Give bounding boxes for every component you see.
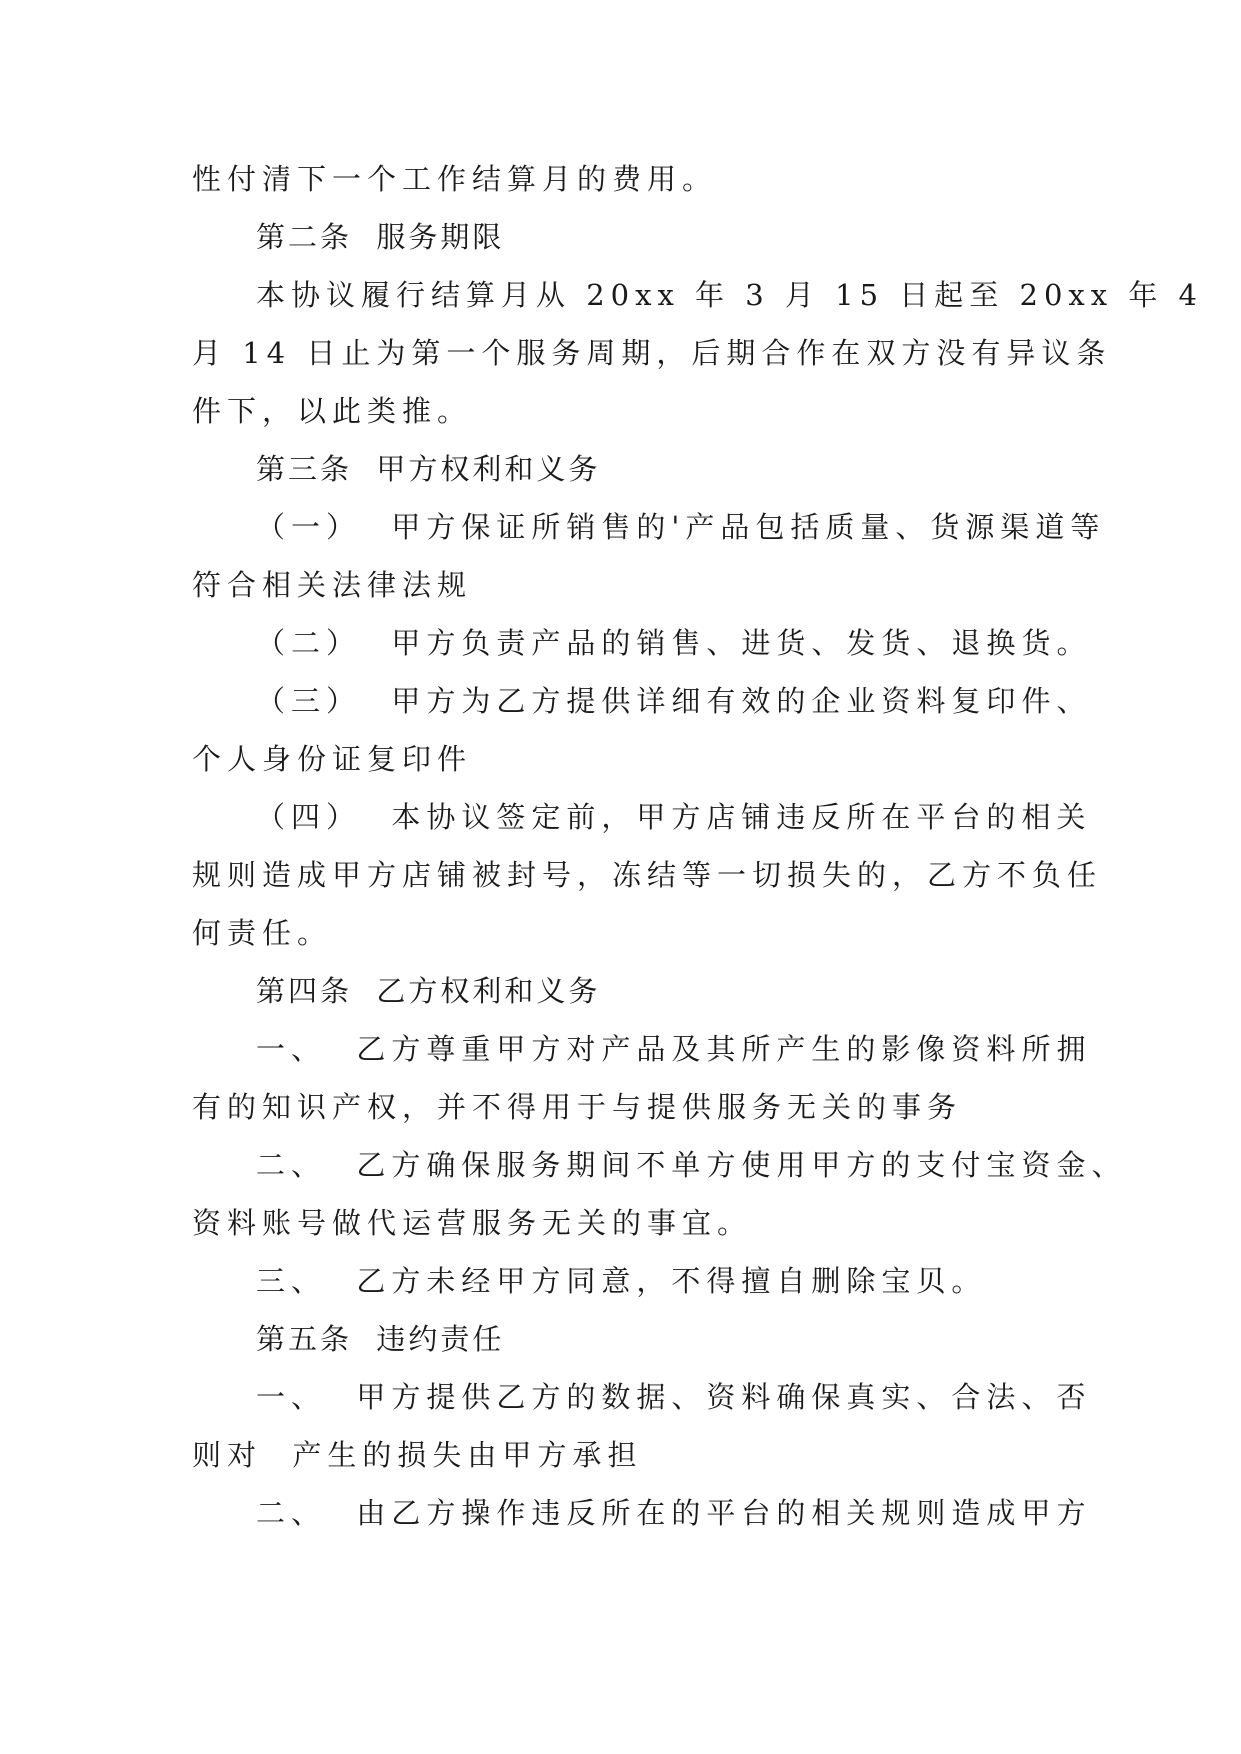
text-line: （三） 甲方为乙方提供详细有效的企业资料复印件、 (256, 684, 1092, 718)
text-line: 资料账号做代运营服务无关的事宜。 (192, 1206, 753, 1240)
text-line: （四） 本协议签定前，甲方店铺违反所在平台的相关 (256, 800, 1092, 834)
text-line: 二、 乙方确保服务期间不单方使用甲方的支付宝资金、 (256, 1148, 1127, 1182)
text-line: 有的知识产权，并不得用于与提供服务无关的事务 (192, 1090, 963, 1124)
text-line: 二、 由乙方操作违反所在的平台的相关规则造成甲方 (256, 1496, 1092, 1530)
text-line: 则对 产生的损失由甲方承担 (192, 1438, 643, 1472)
section-heading: 第三条 甲方权利和义务 (256, 452, 601, 486)
text-line: 符合相关法律法规 (192, 568, 473, 602)
text-line: 何责任。 (192, 916, 333, 950)
text-line: 一、 乙方尊重甲方对产品及其所产生的影像资料所拥 (256, 1032, 1092, 1066)
section-heading: 第五条 违约责任 (256, 1322, 505, 1356)
text-line: 个人身份证复印件 (192, 742, 473, 776)
text-line: 件下，以此类推。 (192, 394, 473, 428)
text-line: 性付清下一个工作结算月的费用。 (192, 162, 718, 196)
text-line: （二） 甲方负责产品的销售、进货、发货、退换货。 (256, 626, 1092, 660)
text-line: 本协议履行结算月从 20xx 年 3 月 15 日起至 20xx 年 4 (256, 278, 1203, 312)
section-heading: 第四条 乙方权利和义务 (256, 974, 601, 1008)
document-body (192, 150, 1203, 1542)
text-line: （一） 甲方保证所销售的'产品包括质量、货源渠道等 (256, 510, 1106, 544)
text-line: 月 14 日止为第一个服务周期，后期合作在双方没有异议条 (192, 336, 1112, 370)
text-line: 规则造成甲方店铺被封号，冻结等一切损失的，乙方不负任 (192, 858, 1103, 892)
section-heading: 第二条 服务期限 (256, 220, 505, 254)
text-line: 一、 甲方提供乙方的数据、资料确保真实、合法、否 (256, 1380, 1092, 1414)
text-line: 三、 乙方未经甲方同意，不得擅自删除宝贝。 (256, 1264, 987, 1298)
